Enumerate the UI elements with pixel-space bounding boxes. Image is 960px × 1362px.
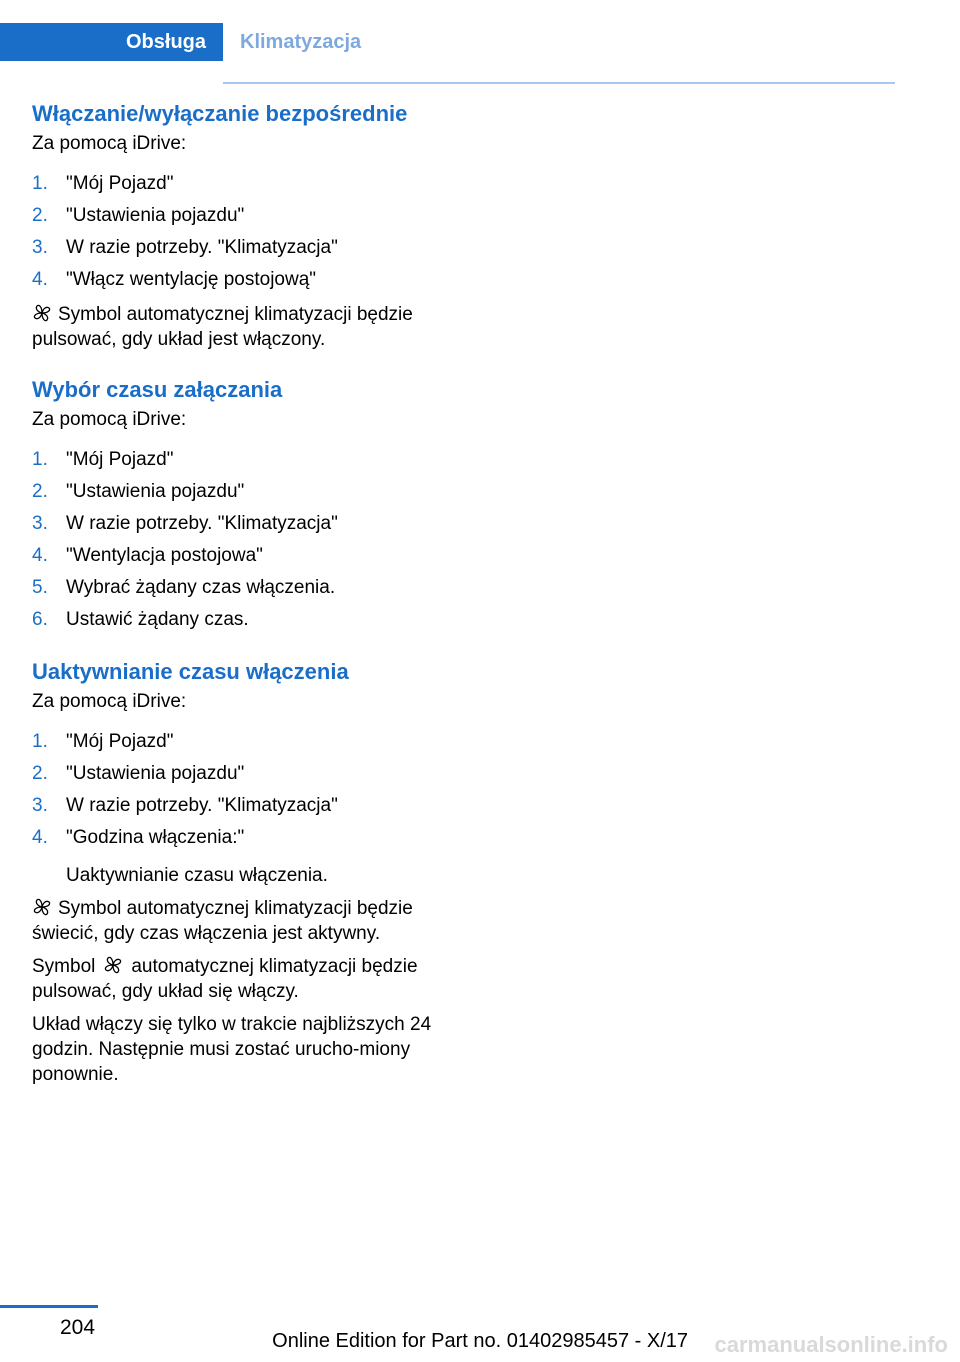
section-intro: Za pomocą iDrive:	[32, 133, 187, 154]
list-item	[32, 200, 442, 232]
step-number: 2.	[32, 481, 48, 502]
list-item	[32, 264, 442, 296]
step-number: 3.	[32, 795, 48, 816]
page-number: 204	[60, 1316, 96, 1339]
section-title: Uaktywnianie czasu włączenia	[32, 659, 349, 684]
step-text: "Włącz wentylację postojową"	[66, 269, 317, 290]
page-content	[32, 98, 442, 1095]
step-text: "Ustawienia pojazdu"	[66, 481, 245, 502]
step-number: 1.	[32, 731, 48, 752]
step-subtext: Uaktywnianie czasu włączenia.	[66, 865, 328, 886]
list-item	[32, 232, 442, 264]
list-item	[32, 476, 442, 508]
step-number: 6.	[32, 609, 48, 630]
section-title: Włączanie/wyłączanie bezpośrednie	[32, 101, 408, 126]
step-text: W razie potrzeby. "Klimatyzacja"	[66, 795, 338, 816]
step-text: "Ustawienia pojazdu"	[66, 205, 245, 226]
step-number: 2.	[32, 763, 48, 784]
note-text-before: Symbol	[32, 956, 96, 977]
list-item	[32, 508, 442, 540]
step-text: Wybrać żądany czas włączenia.	[66, 577, 336, 598]
step-text: "Ustawienia pojazdu"	[66, 763, 245, 784]
fan-icon	[32, 897, 52, 917]
step-number: 3.	[32, 237, 48, 258]
note-paragraph	[32, 302, 442, 352]
step-number: 4.	[32, 827, 48, 848]
list-item	[32, 540, 442, 572]
fan-icon	[32, 303, 52, 323]
steps-list	[32, 726, 442, 854]
step-text: "Wentylacja postojowa"	[66, 545, 263, 566]
note-paragraph	[32, 954, 442, 1004]
step-text: "Mój Pojazd"	[66, 731, 174, 752]
step-number: 1.	[32, 449, 48, 470]
note-paragraph	[32, 896, 442, 946]
section-title: Wybór czasu załączania	[32, 377, 283, 402]
note-text: Symbol automatycznej klimatyzacji będzie świecić, gdy czas włączenia jest aktywny.	[32, 898, 413, 944]
step-text: W razie potrzeby. "Klimatyzacja"	[66, 513, 338, 534]
step-text: "Mój Pojazd"	[66, 449, 174, 470]
step-number: 4.	[32, 545, 48, 566]
steps-list	[32, 444, 442, 636]
step-text: W razie potrzeby. "Klimatyzacja"	[66, 237, 338, 258]
tab-klimatyzacja[interactable]: Klimatyzacja	[240, 30, 362, 53]
list-item	[32, 444, 442, 476]
note-paragraph: Układ włączy się tylko w trakcie najbliższych 24 godzin. Następnie musi zostać urucho-miony ponownie.	[32, 1014, 432, 1085]
step-text: "Mój Pojazd"	[66, 173, 174, 194]
header-rule	[223, 82, 895, 84]
list-item	[32, 822, 442, 854]
list-item	[32, 572, 442, 604]
step-number: 5.	[32, 577, 48, 598]
steps-list	[32, 168, 442, 296]
list-item	[32, 168, 442, 200]
step-number: 4.	[32, 269, 48, 290]
step-number: 3.	[32, 513, 48, 534]
list-item	[32, 758, 442, 790]
step-number: 1.	[32, 173, 48, 194]
tab-obsluga[interactable]: Obsługa	[0, 23, 223, 61]
list-item	[32, 790, 442, 822]
header-tabs	[0, 23, 895, 61]
list-item	[32, 726, 442, 758]
section-intro: Za pomocą iDrive:	[32, 691, 187, 712]
note-text: Symbol automatycznej klimatyzacji będzie pulsować, gdy układ jest włączony.	[32, 304, 413, 350]
step-text: Ustawić żądany czas.	[66, 609, 249, 630]
page-number-rule	[0, 1305, 98, 1308]
section-intro: Za pomocą iDrive:	[32, 409, 187, 430]
footer-edition: Online Edition for Part no. 01402985457 - X/17	[272, 1330, 688, 1352]
step-text: "Godzina włączenia:"	[66, 827, 245, 848]
list-item	[32, 604, 442, 636]
note-text-after: automatycznej klimatyzacji będzie pulsować, gdy układ się włączy.	[32, 956, 418, 1002]
watermark: carmanualsonline.info	[714, 1332, 948, 1357]
step-number: 2.	[32, 205, 48, 226]
fan-icon	[103, 955, 123, 975]
